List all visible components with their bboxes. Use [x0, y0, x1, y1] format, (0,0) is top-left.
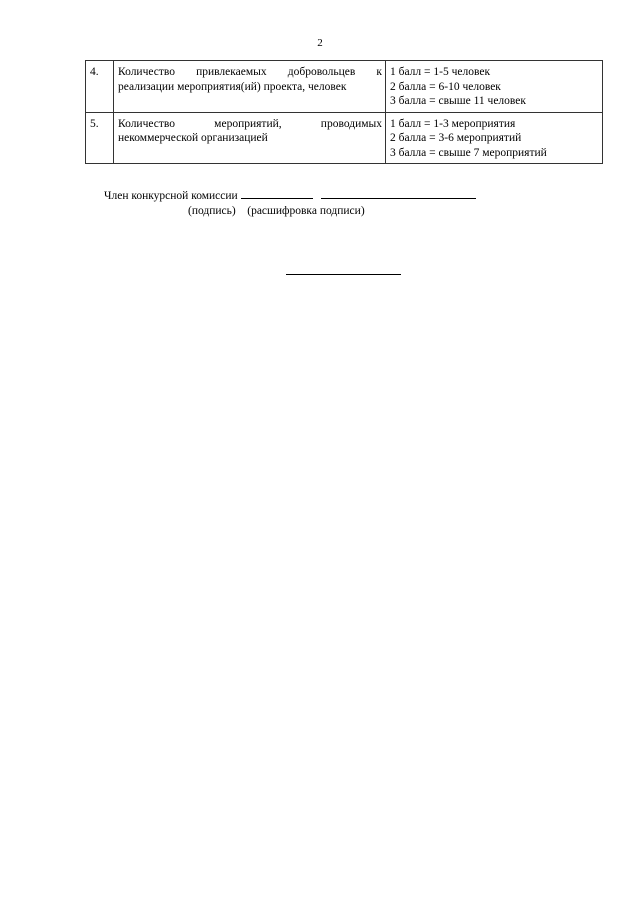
row-number: 4.	[86, 61, 114, 113]
score-scale	[386, 61, 603, 113]
signature-decoding-caption: (расшифровка подписи)	[247, 205, 365, 217]
score-scale	[386, 112, 603, 164]
signature-decoding-blank	[321, 188, 476, 199]
signature-label: Член конкурсной комиссии	[104, 190, 238, 202]
score-line: 1 балл = 1-5 человек	[390, 66, 491, 78]
table-row	[86, 112, 603, 164]
page-number: 2	[317, 37, 323, 49]
signature-blank	[241, 188, 313, 199]
score-line: 1 балл = 1-3 мероприятия	[390, 117, 516, 130]
score-line: 3 балла = свыше 11 человек	[390, 95, 526, 107]
score-line: 2 балла = 3-6 мероприятий	[390, 132, 522, 144]
row-number: 5.	[86, 112, 114, 164]
signature-block	[104, 188, 476, 219]
criterion-description: Количество привлекаемых добровольцев к реализации мероприятия(ий) проекта, человек	[114, 61, 386, 113]
end-of-document-rule	[286, 274, 401, 275]
signature-captions	[104, 204, 476, 219]
criteria-table	[85, 60, 603, 164]
criterion-description: Количество мероприятий, проводимых некоммерческой организацией	[114, 112, 386, 164]
score-line: 2 балла = 6-10 человек	[390, 80, 501, 93]
table-row	[86, 61, 603, 113]
signature-line	[104, 188, 476, 204]
signature-caption: (подпись)	[188, 205, 236, 217]
score-line: 3 балла = свыше 7 мероприятий	[390, 146, 547, 159]
